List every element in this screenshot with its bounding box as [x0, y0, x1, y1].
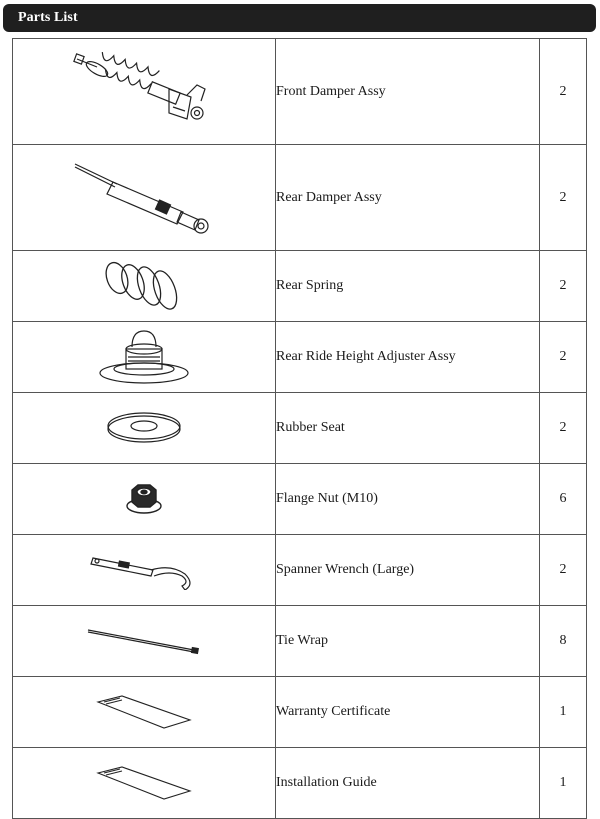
spanner-wrench-icon: [13, 550, 275, 590]
part-image-cell: [13, 251, 276, 322]
part-name: Tie Wrap: [276, 606, 540, 677]
table-row: [13, 39, 587, 145]
part-name: Installation Guide: [276, 748, 540, 819]
part-image-cell: [13, 535, 276, 606]
part-qty: 2: [540, 535, 587, 606]
part-name: Front Damper Assy: [276, 39, 540, 145]
part-qty: 2: [540, 322, 587, 393]
table-row: [13, 606, 587, 677]
warranty-certificate-icon: [13, 692, 275, 732]
table-row: [13, 535, 587, 606]
table-row: [13, 677, 587, 748]
part-image-cell: [13, 606, 276, 677]
part-qty: 2: [540, 39, 587, 145]
part-qty: 6: [540, 464, 587, 535]
part-image-cell: [13, 322, 276, 393]
part-name: Flange Nut (M10): [276, 464, 540, 535]
page-title: Parts List: [18, 10, 78, 25]
part-name: Rubber Seat: [276, 393, 540, 464]
tie-wrap-icon: [13, 624, 275, 658]
part-name: Rear Damper Assy: [276, 145, 540, 251]
part-qty: 2: [540, 393, 587, 464]
front-damper-icon: [13, 47, 275, 137]
part-name: Spanner Wrench (Large): [276, 535, 540, 606]
part-name: Warranty Certificate: [276, 677, 540, 748]
part-qty: 2: [540, 251, 587, 322]
parts-table: [12, 38, 587, 819]
part-image-cell: [13, 748, 276, 819]
table-row: [13, 464, 587, 535]
table-row: [13, 145, 587, 251]
part-qty: 8: [540, 606, 587, 677]
part-qty: 2: [540, 145, 587, 251]
part-image-cell: [13, 145, 276, 251]
table-row: [13, 748, 587, 819]
rubber-seat-icon: [13, 408, 275, 448]
part-name: Rear Ride Height Adjuster Assy: [276, 322, 540, 393]
part-name: Rear Spring: [276, 251, 540, 322]
table-row: [13, 322, 587, 393]
part-qty: 1: [540, 748, 587, 819]
flange-nut-icon: [13, 482, 275, 516]
rear-spring-icon: [13, 256, 275, 316]
table-row: [13, 251, 587, 322]
table-row: [13, 393, 587, 464]
part-image-cell: [13, 677, 276, 748]
part-image-cell: [13, 39, 276, 145]
part-image-cell: [13, 464, 276, 535]
part-image-cell: [13, 393, 276, 464]
part-qty: 1: [540, 677, 587, 748]
ride-height-adjuster-icon: [13, 327, 275, 387]
rear-damper-icon: [13, 158, 275, 238]
installation-guide-icon: [13, 763, 275, 803]
parts-list-header: [3, 4, 596, 32]
